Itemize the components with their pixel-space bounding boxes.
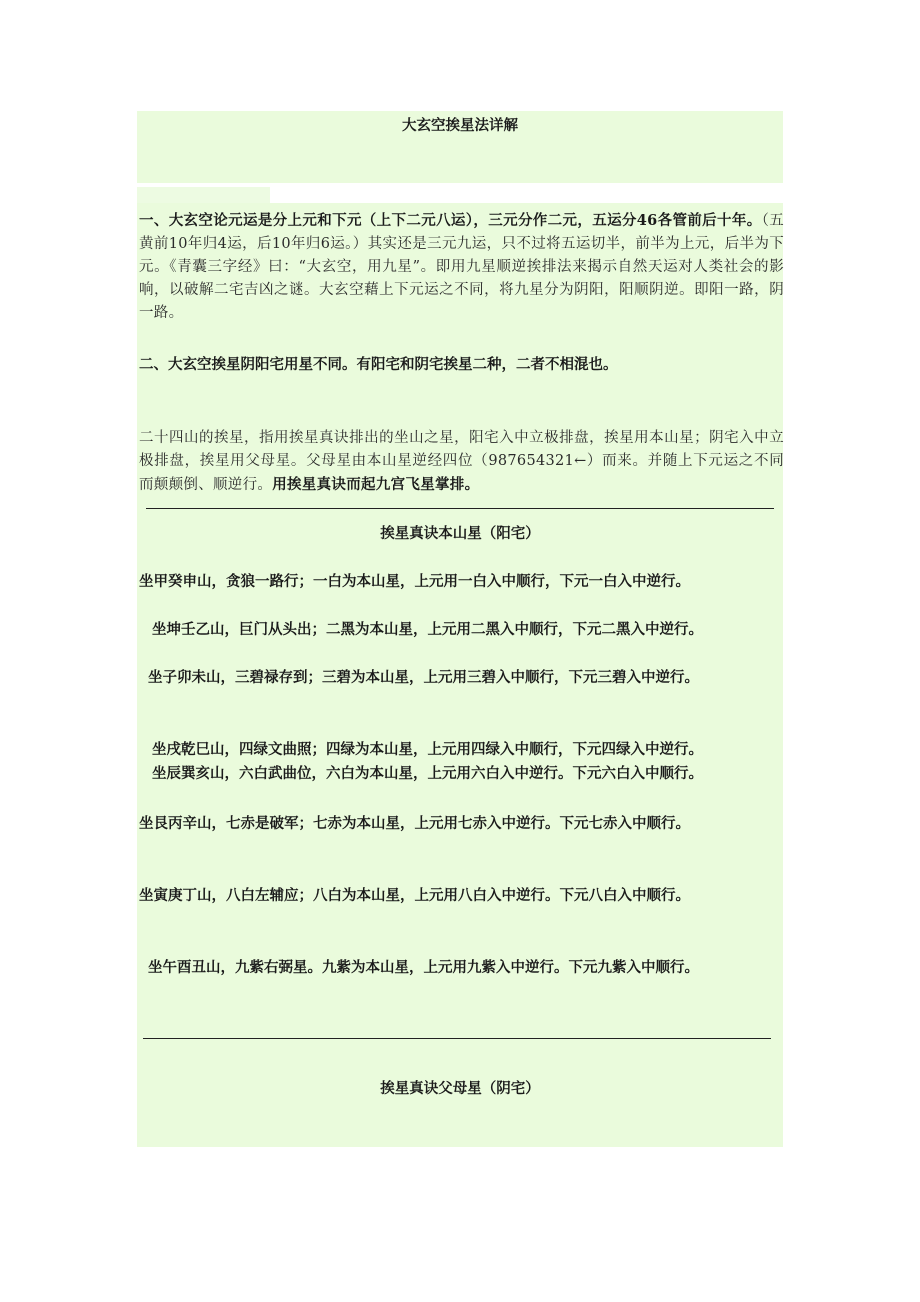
- rule-item: 坐辰巽亥山，六白武曲位，六白为本山星，上元用六白入中逆行。下元六白入中顺行。: [152, 765, 703, 782]
- divider-line: [143, 1038, 771, 1039]
- section-2-bold-tail: 用挨星真诀而起九宫飞星掌排。: [272, 476, 480, 493]
- rule-item: 坐子卯未山，三碧禄存到；三碧为本山星，上元用三碧入中顺行，下元三碧入中逆行。: [148, 669, 699, 686]
- rule-item: 坐戌乾巳山，四绿文曲照；四绿为本山星，上元用四绿入中顺行，下元四绿入中逆行。: [152, 741, 703, 758]
- heading-yin-house: 挨星真诀父母星（阴宅）: [380, 1080, 540, 1097]
- section-1-paragraph: [139, 209, 784, 325]
- section-1-body: （五黄前10年归4运，后10年归6运。）其实还是三元九运，只不过将五运切半，前半为上元，后半为下元。《青囊三字经》曰：“大玄空，用九星”。即用九星顺逆挨排法来揭示自然天运对人类社会的影响，以破解二宅吉凶之谜。大玄空藉上下元运之不同，将九星分为阴阳，阳顺阴逆。即阳一路，阴一路。: [139, 213, 784, 321]
- section-2-heading: 二、大玄空挨星阴阳宅用星不同。有阳宅和阴宅挨星二种，二者不相混也。: [139, 356, 618, 373]
- rule-item: 坐寅庚丁山，八白左辅应；八白为本山星，上元用八白入中逆行。下元八白入中顺行。: [139, 887, 690, 904]
- rule-item: 坐艮丙辛山，七赤是破军；七赤为本山星，上元用七赤入中逆行。下元七赤入中顺行。: [139, 815, 690, 832]
- divider-line: [146, 508, 774, 509]
- heading-yang-house: 挨星真诀本山星（阳宅）: [380, 525, 540, 542]
- decorative-strip: [137, 187, 270, 203]
- section-2-body: 二十四山的挨星，指用挨星真诀排出的坐山之星，阳宅入中立极排盘，挨星用本山星；阴宅入中立极排盘，挨星用父母星。父母星由本山星逆经四位（987654321←）而来。并随上下元运之不同而颠颠倒、顺逆行。: [139, 430, 784, 493]
- page-title: 大玄空挨星法详解: [402, 117, 518, 134]
- rule-item: 坐午酉丑山，九紫右弼星。九紫为本山星，上元用九紫入中逆行。下元九紫入中顺行。: [148, 959, 699, 976]
- section-2-paragraph: [139, 427, 784, 497]
- rule-item: 坐甲癸申山，贪狼一路行；一白为本山星，上元用一白入中顺行，下元一白入中逆行。: [139, 573, 690, 590]
- section-1-heading: 一、大玄空论元运是分上元和下元（上下二元八运），三元分作二元，五运分46各管前后十年。: [139, 212, 762, 229]
- rule-item: 坐坤壬乙山，巨门从头出；二黑为本山星，上元用二黑入中顺行，下元二黑入中逆行。: [152, 621, 703, 638]
